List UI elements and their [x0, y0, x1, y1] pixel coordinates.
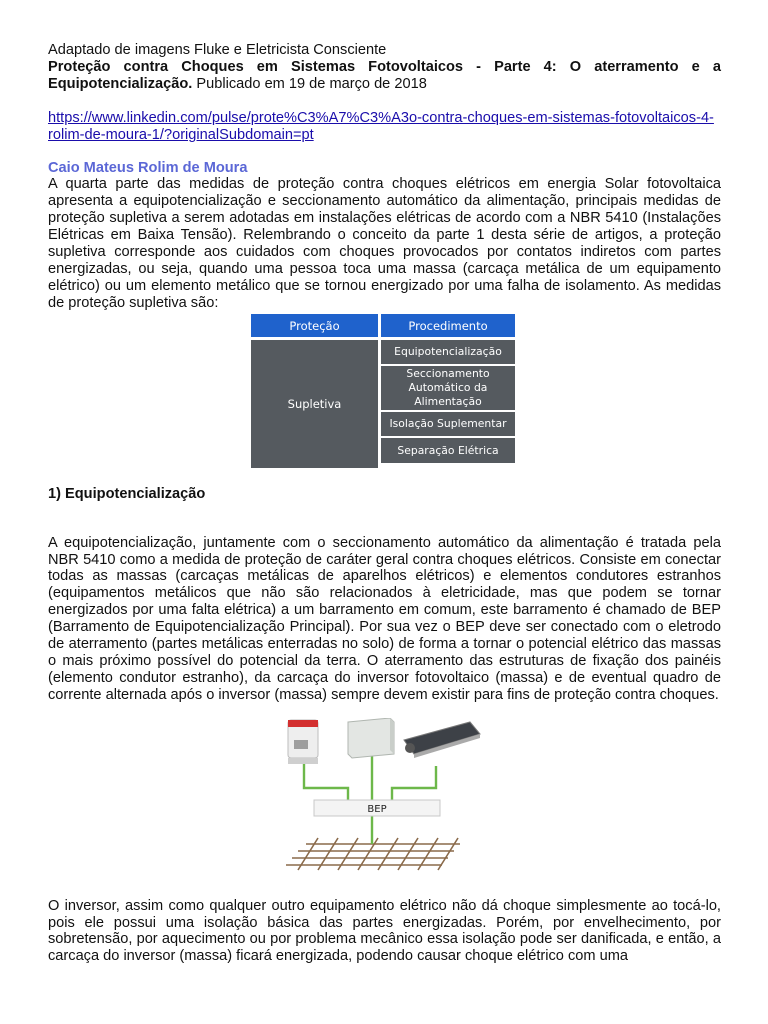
- bep-diagram: [284, 718, 484, 872]
- source-line: Adaptado de imagens Fluke e Eletricista Consciente: [48, 42, 387, 58]
- table-header: [251, 314, 515, 337]
- protection-table: [251, 314, 515, 468]
- inverter-icon: [288, 720, 318, 764]
- cabinet-icon: [348, 718, 394, 758]
- procedure-cell: Separação Elétrica: [381, 438, 515, 463]
- article-link[interactable]: https://www.linkedin.com/pulse/prote%C3%A7%C3%A3o-contra-choques-em-sistemas-fotovoltaicos-4-rolim-de-moura-1/?originalSubdomain=pt: [48, 109, 714, 143]
- procedure-cell: Equipotencialização: [381, 340, 515, 366]
- author-name: Caio Mateus Rolim de Moura: [48, 159, 248, 176]
- published-date: Publicado em 19 de março de 2018: [192, 75, 427, 92]
- closing-paragraph: O inversor, assim como qualquer outro equipamento elétrico não dá choque simplesmente ao tocá-lo, pois ele possui uma isolação básica das partes energizadas. Porém, por envelhecimento, por sobretensão, por aquecimento ou por problema mecânico essa isolação pode ser danificada, e então, a carcaça do inversor (massa) ficará energizada, podendo causar choque elétrico com uma: [48, 897, 721, 965]
- bep-label: BEP: [367, 804, 387, 815]
- row-label-supletiva: Supletiva: [251, 340, 378, 468]
- procedure-cell: Isolação Suplementar: [381, 412, 515, 438]
- solar-panel-icon: [404, 722, 480, 758]
- intro-paragraph: A quarta parte das medidas de proteção contra choques elétricos em energia Solar fotovoltaica apresenta a equipotencialização e seccionamento automático da alimentação, principais medidas de proteção supletiva a serem adotadas em instalações elétricas de acordo com a NBR 5410 (Instalações Elétricas em Baixa Tensão). Relembrando o conceito da parte 1 desta série de artigos, a proteção supletiva corresponde aos cuidados com choques provocados por contatos indiretos com partes energizadas, ou seja, quando uma pessoa toca uma massa (carcaça metálica de um equipamento elétrico) ou um elemento metálico que se tornou energizado por uma falha de isolamento. As medidas de proteção supletiva são:: [48, 176, 721, 311]
- title-bold: Proteção contra Choques em Sistemas Fotovoltaicos - Parte 4: O aterramento e a Equipotencialização.: [48, 58, 721, 92]
- header-protecao: Proteção: [251, 314, 378, 337]
- section-heading: 1) Equipotencialização: [48, 486, 206, 502]
- procedure-list: [381, 340, 515, 468]
- table-body: [251, 340, 515, 468]
- procedure-cell: Seccionamento Automático da Alimentação: [381, 366, 515, 412]
- header-procedimento: Procedimento: [381, 314, 515, 337]
- article-title: [48, 59, 721, 93]
- section-paragraph: A equipotencialização, juntamente com o seccionamento automático da alimentação é tratada pela NBR 5410 como a medida de proteção de caráter geral contra choques elétricos. Consiste em conectar todas as massas (carcaças metálicas de aparelhos elétricos) e elementos condutores estranhos (equipamentos metálicos que não são relacionados à eletricidade, mas que podem se tornar energizados por uma falta elétrica) a um barramento em comum, este barramento é chamado de BEP (Barramento de Equipotencialização Principal). Por sua vez o BEP deve ser conectado com o eletrodo de aterramento (partes metálicas enterradas no solo) de forma a tornar o potencial elétrico das massas o mais próximo possível do potencial da terra. O aterramento das estruturas de fixação dos painéis (elemento condutor estranho), da carcaça do inversor fotovoltaico (massa) e de eventual quadro de corrente alternada após o inversor (massa) sempre devem existir para fins de proteção contra choques.: [48, 534, 721, 703]
- article-header: [48, 42, 721, 312]
